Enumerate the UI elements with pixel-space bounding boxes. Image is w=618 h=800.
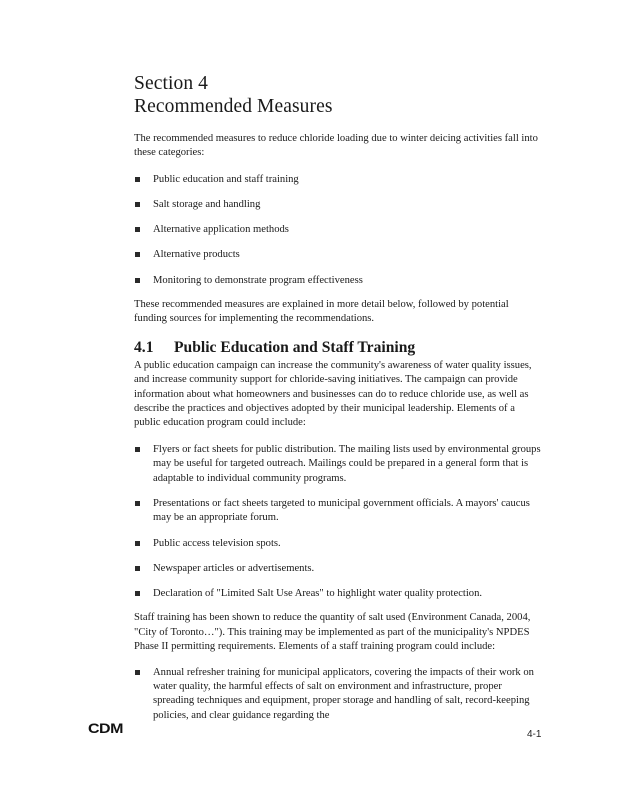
bullet-square-icon (135, 566, 140, 571)
list-item: Declaration of "Limited Salt Use Areas" to highlight water quality protection. (134, 587, 544, 601)
subsection-number: 4.1 (134, 338, 154, 356)
bullet-square-icon (135, 177, 140, 182)
cdm-logo: CDM (88, 722, 123, 737)
bullet-square-icon (135, 202, 140, 207)
list-item: Annual refresher training for municipal applicators, covering the impacts of their work on water quality, the harmful effects of salt on environment and infrastructure, proper spreading techniques and equipment, proper storage and handling of salt, record-keeping policies, and clear guidance regarding the (134, 666, 544, 724)
page-number: 4-1 (527, 729, 542, 740)
list-item: Alternative products (134, 248, 544, 262)
subsection-heading (134, 339, 544, 357)
section-title: Recommended Measures (134, 96, 333, 117)
bullet-square-icon (135, 278, 140, 283)
section-label: Section 4 (134, 73, 209, 94)
bullet-square-icon (135, 670, 140, 675)
list-item: Alternative application methods (134, 223, 544, 237)
list-item: Presentations or fact sheets targeted to municipal government officials. A mayors' caucus may be an appropriate forum. (134, 497, 544, 526)
bullet-square-icon (135, 591, 140, 596)
list-item: Public access television spots. (134, 537, 544, 551)
category-list (134, 173, 544, 288)
categories-followup-paragraph: These recommended measures are explained in more detail below, followed by potential funding sources for implementing the recommendations. (134, 299, 509, 325)
intro-paragraph: The recommended measures to reduce chloride loading due to winter deicing activities fall into these categories: (134, 133, 538, 159)
education-paragraph: A public education campaign can increase the community's awareness of water quality issues, and increase community support for chloride-saving initiatives. The campaign can provide information about what homeowners and businesses can do to reduce chloride use, as well as describe the practices and objectives adopted by their municipal leadership. Elements of a public education program could include: (134, 359, 532, 429)
list-item: Public education and staff training (134, 173, 544, 187)
education-list (134, 443, 544, 601)
bullet-square-icon (135, 252, 140, 257)
subsection-title: Public Education and Staff Training (174, 338, 416, 356)
bullet-square-icon (135, 447, 140, 452)
list-item: Flyers or fact sheets for public distribution. The mailing lists used by environmental groups may be useful for targeted outreach. Mailings could be prepared in a general form that is adaptable to individual community programs. (134, 443, 544, 486)
list-item: Monitoring to demonstrate program effectiveness (134, 274, 544, 288)
bullet-square-icon (135, 541, 140, 546)
list-item: Newspaper articles or advertisements. (134, 562, 544, 576)
bullet-square-icon (135, 501, 140, 506)
staff-training-paragraph: Staff training has been shown to reduce the quantity of salt used (Environment Canada, 2004, "City of Toronto…"). This training may be implemented as part of the municipality's NPDES Phase II permitting requirements. Elements of a staff training program could include: (134, 612, 531, 653)
page-content (134, 72, 544, 723)
list-item: Salt storage and handling (134, 198, 544, 212)
bullet-square-icon (135, 227, 140, 232)
staff-training-list (134, 666, 544, 724)
